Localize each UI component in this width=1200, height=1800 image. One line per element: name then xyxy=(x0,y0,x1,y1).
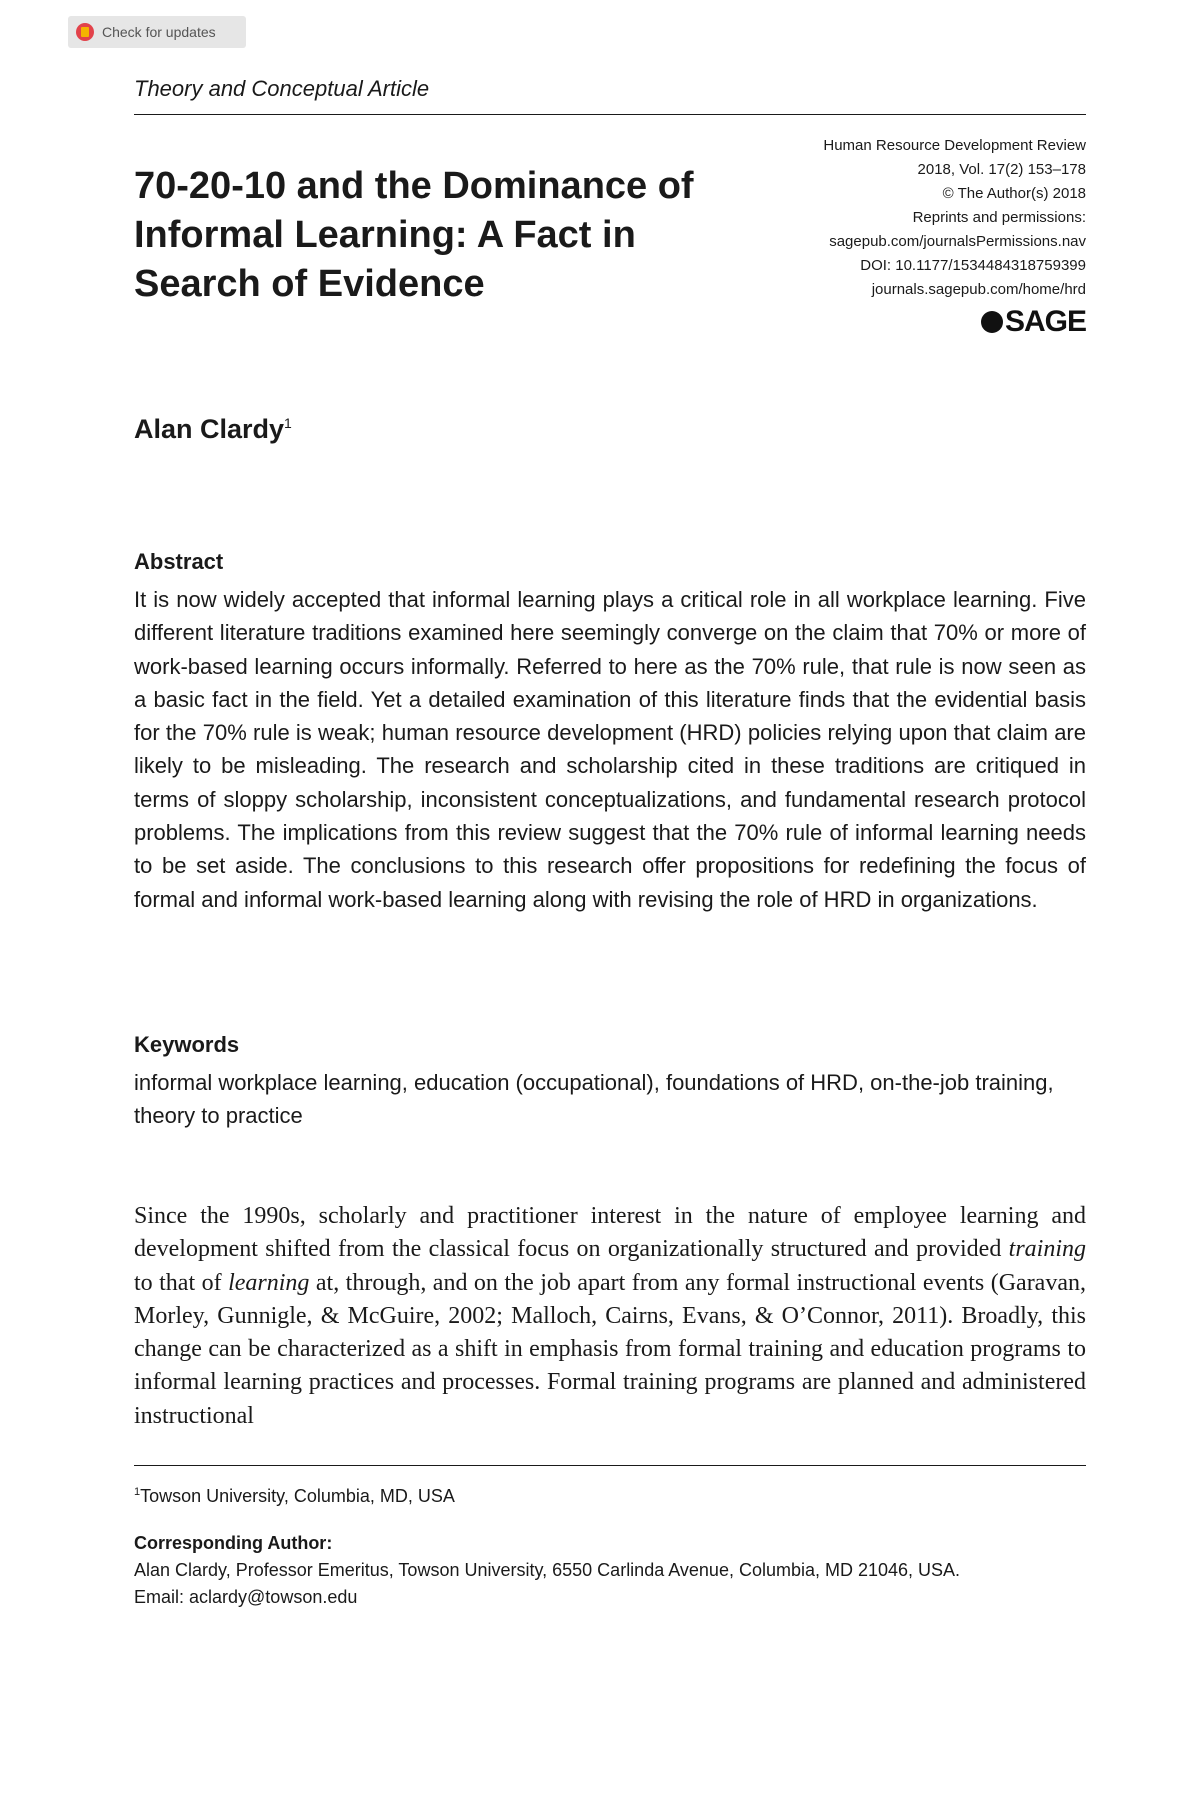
body-emphasis-learning: learning xyxy=(228,1269,310,1296)
journal-homepage-link[interactable]: journals.sagepub.com/home/hrd xyxy=(871,281,1086,298)
journal-doi[interactable]: DOI: 10.1177/1534484318759399 xyxy=(860,257,1086,274)
journal-volume: 2018, Vol. 17(2) 153–178 xyxy=(917,161,1086,178)
article-title: 70-20-10 and the Dominance of Informal Learning: A Fact in Search of Evidence xyxy=(134,165,694,305)
keywords-text: informal workplace learning, education (occupational), foundations of HRD, on-the-job training, theory to practice xyxy=(134,1070,1054,1129)
body-paragraph xyxy=(134,1200,1086,1433)
body-text-1: Since the 1990s, scholarly and practitioner interest in the nature of employee learning and development shifted from the classical focus on organizationally structured and provided xyxy=(134,1203,1086,1263)
corresponding-author-email[interactable]: Email: aclardy@towson.edu xyxy=(134,1587,358,1607)
sage-logo-mark-icon xyxy=(981,311,1003,333)
body-text-2: to that of xyxy=(134,1269,229,1296)
body-text-3: at, through, and on the job apart from any formal instructional events (Garavan, Morley, Gunnigle, & McGuire, 2002; Malloch, Cairns, Evans, & O’Connor, 2011). Broadly, this change can be characterized as a shift in emphasis from formal training and education programs to informal learning practices and processes. Formal training programs are planned and administered instructional xyxy=(134,1269,1086,1429)
abstract-text: It is now widely accepted that informal learning plays a critical role in all workplace learning. Five different literature traditions examined here seemingly converge on the claim that 70% or more of work-based learning occurs informally. Referred to here as the 70% rule, that rule is now seen as a basic fact in the field. Yet a detailed examination of this literature finds that the evidential basis for the 70% rule is weak; human resource development (HRD) policies relying upon that claim are likely to be misleading. The research and scholarship cited in these traditions are critiqued in terms of sloppy scholarship, inconsistent conceptualizations, and fundamental research protocol problems. The implications from this review suggest that the 70% rule of informal learning needs to be set aside. The conclusions to this research offer propositions for redefining the focus of formal and informal work-based learning along with revising the role of HRD in organizations. xyxy=(134,587,1086,912)
sage-logo-text: SAGE xyxy=(1004,305,1086,338)
author-affiliation-mark: 1 xyxy=(284,415,292,431)
check-for-updates-button[interactable] xyxy=(68,16,246,48)
footnote-affiliation-mark: 1 xyxy=(134,1486,141,1498)
journal-reprints: Reprints and permissions: xyxy=(912,209,1086,226)
check-for-updates-label: Check for updates xyxy=(102,24,216,40)
journal-permissions-link[interactable]: sagepub.com/journalsPermissions.nav xyxy=(829,233,1086,250)
article-type: Theory and Conceptual Article xyxy=(134,76,430,101)
sage-logo xyxy=(976,304,1086,340)
journal-name: Human Resource Development Review xyxy=(823,137,1086,154)
footnote-affiliation-text: Towson University, Columbia, MD, USA xyxy=(140,1486,455,1506)
keywords-heading: Keywords xyxy=(134,1032,240,1057)
abstract-heading: Abstract xyxy=(134,549,224,574)
author-name: Alan Clardy xyxy=(134,414,285,444)
corresponding-author-heading: Corresponding Author: xyxy=(134,1533,333,1553)
header-divider xyxy=(134,114,1086,115)
journal-copyright: © The Author(s) 2018 xyxy=(942,185,1086,202)
corresponding-author-address: Alan Clardy, Professor Emeritus, Towson University, 6550 Carlinda Avenue, Columbia, MD 21046, USA. xyxy=(134,1560,961,1580)
journal-info xyxy=(720,134,1086,302)
footnote-affiliation xyxy=(134,1486,455,1507)
author xyxy=(134,414,292,445)
body-emphasis-training: training xyxy=(1008,1236,1086,1263)
bookmark-icon xyxy=(76,23,94,41)
footnote-divider xyxy=(134,1465,1086,1466)
